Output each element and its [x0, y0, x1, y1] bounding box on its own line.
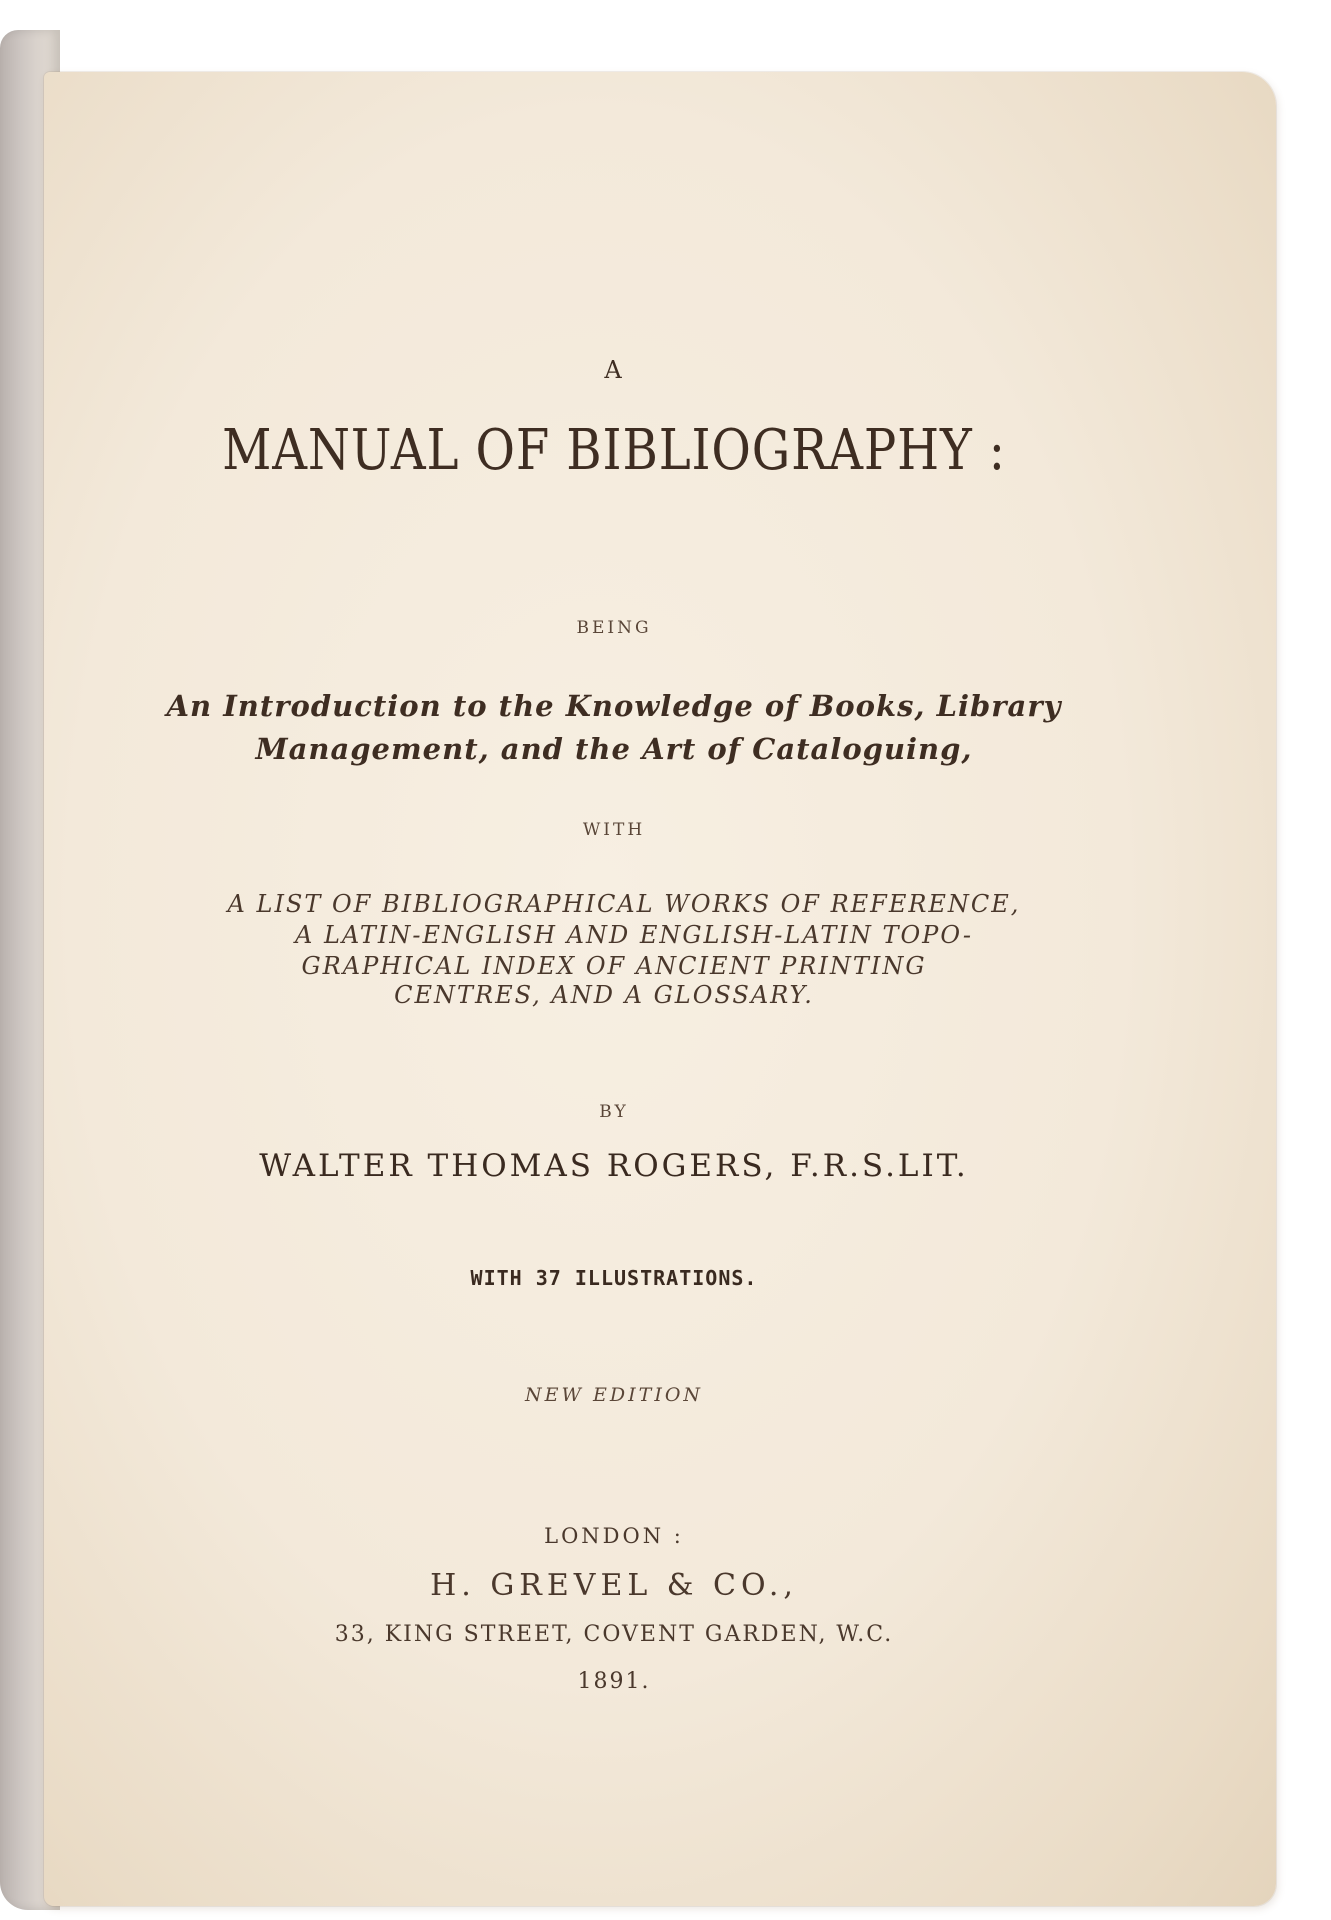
imprint-city: LONDON :	[544, 1524, 684, 1548]
with-label: WITH	[582, 820, 646, 840]
imprint-publisher: H. GREVEL & CO.,	[430, 1568, 798, 1603]
title-page	[44, 72, 1276, 1906]
book-title: MANUAL OF BIBLIOGRAPHY :	[222, 418, 1006, 483]
contents-line-2: A LATIN-ENGLISH AND ENGLISH-LATIN TOPO-	[295, 921, 973, 949]
illustrations-note: WITH 37 ILLUSTRATIONS.	[470, 1266, 758, 1290]
contents-line-1: A LIST OF BIBLIOGRAPHICAL WORKS OF REFERENCE,	[227, 890, 1021, 918]
contents-line-3: GRAPHICAL INDEX OF ANCIENT PRINTING	[301, 952, 927, 980]
title-article: A	[604, 356, 624, 384]
author-name: WALTER THOMAS ROGERS, F.R.S.LIT.	[259, 1148, 969, 1184]
imprint-year: 1891.	[577, 1669, 651, 1694]
contents-line-4: CENTRES, AND A GLOSSARY.	[394, 981, 814, 1009]
being-label: BEING	[576, 618, 652, 638]
subtitle-line-1: An Introduction to the Knowledge of Books, Library	[166, 689, 1062, 723]
edition-label: NEW EDITION	[524, 1384, 704, 1406]
by-label: BY	[599, 1102, 629, 1122]
subtitle-line-2: Management, and the Art of Cataloguing,	[255, 732, 973, 766]
imprint-address: 33, KING STREET, COVENT GARDEN, W.C.	[334, 1622, 894, 1647]
